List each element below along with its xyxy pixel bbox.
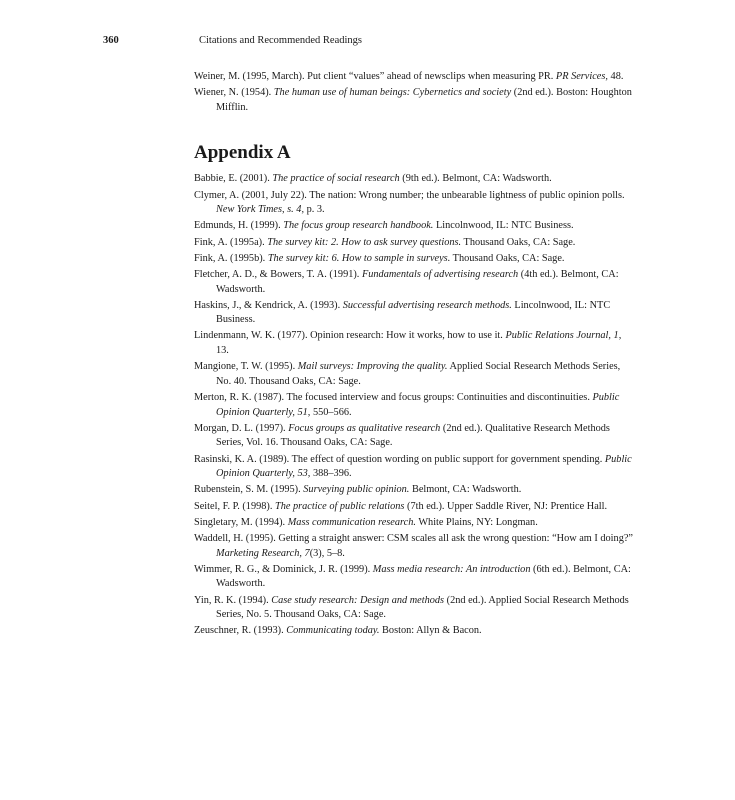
reference-after-text: (9th ed.). Belmont, CA: Wadsworth.: [399, 173, 552, 185]
reference-after-text: (3), 5–8.: [309, 547, 345, 559]
reference-italic-text: Mass communication research.: [287, 516, 416, 528]
reference-after-text: (6th ed.). Belmont, CA: Wadsworth.: [216, 563, 631, 590]
reference-before-text: Merton, R. K. (1987). The focused interview and focus groups: Continuities and discontinuities.: [194, 392, 593, 404]
reference-entry: [194, 236, 634, 251]
reference-entry: [194, 86, 634, 115]
reference-after-text: p. 3.: [304, 204, 325, 216]
reference-italic-text: Surveying public opinion.: [303, 484, 410, 496]
reference-after-text: (2nd ed.). Qualitative Research Methods Series, Vol. 16. Thousand Oaks, CA: Sage.: [216, 422, 610, 449]
reference-italic-text: The survey kit: 2. How to ask survey questions.: [267, 236, 462, 248]
reference-entry: [194, 329, 634, 358]
reference-entry: [194, 624, 634, 639]
reference-before-text: Seitel, F. P. (1998).: [194, 500, 275, 512]
reference-before-text: Waddell, H. (1995). Getting a straight answer: CSM scales all ask the wrong question: “How am I doing?”: [194, 532, 633, 544]
reference-after-text: Applied Social Research Methods Series, No. 40. Thousand Oaks, CA: Sage.: [216, 361, 621, 387]
reference-before-text: Fink, A. (1995a).: [194, 236, 268, 248]
reference-before-text: Weiner, M. (1995, March). Put client “values” ahead of newsclips when measuring PR.: [194, 71, 556, 82]
reference-entry: [194, 268, 634, 297]
appendix-title: Appendix A: [194, 142, 291, 164]
reference-before-text: Wiener, N. (1954).: [194, 87, 274, 99]
reference-after-text: Boston: Allyn & Bacon.: [379, 625, 482, 637]
reference-entry: [194, 299, 634, 328]
reference-before-text: Mangione, T. W. (1995).: [194, 361, 298, 373]
reference-after-text: (7th ed.). Upper Saddle River, NJ: Prentice Hall.: [404, 500, 608, 512]
reference-italic-text: The focus group research handbook.: [283, 220, 434, 232]
reference-italic-text: Focus groups as qualitative research: [288, 422, 441, 434]
reference-italic-text: The practice of social research: [272, 173, 400, 185]
reference-entry: [194, 563, 634, 592]
reference-italic-text: The practice of public relations: [274, 500, 405, 512]
reference-entry: [194, 70, 634, 85]
reference-italic-text: Communicating today.: [286, 625, 380, 637]
reference-italic-text: The survey kit: 6. How to sample in surveys.: [267, 252, 451, 264]
reference-after-text: 48.: [607, 71, 624, 82]
appendix-reference-list: [194, 172, 634, 639]
reference-italic-text: Mass media research: An introduction: [372, 563, 531, 575]
reference-before-text: Fletcher, A. D., & Bowers, T. A. (1991).: [194, 268, 362, 280]
reference-after-text: (2nd ed.). Boston: Houghton Mifflin.: [216, 87, 632, 113]
reference-italic-text: Public Relations Journal, 1,: [505, 330, 622, 342]
top-reference-list: [194, 70, 634, 115]
running-head: Citations and Recommended Readings: [199, 35, 363, 46]
reference-after-text: (4th ed.). Belmont, CA: Wadsworth.: [216, 268, 619, 295]
reference-entry: [194, 252, 634, 267]
reference-after-text: White Plains, NY: Longman.: [415, 516, 538, 528]
reference-italic-text: PR Services,: [555, 71, 608, 82]
reference-before-text: Haskins, J., & Kendrick, A. (1993).: [194, 299, 343, 311]
reference-entry: [194, 532, 634, 561]
reference-after-text: Lincolnwood, IL: NTC Business.: [433, 220, 574, 232]
reference-entry: [194, 391, 634, 420]
reference-italic-text: Marketing Research, 7: [216, 547, 310, 559]
page-content: [194, 70, 634, 640]
reference-entry: [194, 483, 634, 498]
reference-after-text: 13.: [216, 345, 229, 357]
reference-before-text: Morgan, D. L. (1997).: [194, 422, 289, 434]
reference-after-text: 388–396.: [310, 468, 352, 480]
reference-italic-text: Public Opinion Quarterly, 53,: [216, 453, 632, 480]
reference-before-text: Clymer, A. (2001, July 22). The nation: Wrong number; the unbearable lightness of public opinion polls.: [194, 189, 625, 201]
reference-entry: [194, 594, 634, 623]
reference-before-text: Fink, A. (1995b).: [194, 252, 268, 264]
reference-entry: [194, 516, 634, 531]
reference-entry: [194, 422, 634, 451]
reference-before-text: Zeuschner, R. (1993).: [194, 625, 287, 637]
reference-italic-text: Successful advertising research methods.: [342, 299, 512, 311]
reference-italic-text: Case study research: Design and methods: [271, 594, 445, 606]
reference-before-text: Wimmer, R. G., & Dominick, J. R. (1999).: [194, 563, 373, 575]
reference-before-text: Singletary, M. (1994).: [194, 516, 288, 528]
reference-entry: [194, 360, 634, 389]
page-number: 360: [103, 35, 119, 46]
reference-after-text: Thousand Oaks, CA: Sage.: [461, 236, 576, 248]
reference-before-text: Lindenmann, W. K. (1977). Opinion research: How it works, how to use it.: [194, 330, 506, 342]
reference-after-text: Thousand Oaks, CA: Sage.: [450, 252, 565, 264]
reference-italic-text: Mail surveys: Improving the quality.: [297, 361, 448, 373]
reference-entry: [194, 453, 634, 482]
reference-after-text: Lincolnwood, IL: NTC Business.: [216, 299, 611, 326]
reference-before-text: Rasinski, K. A. (1989). The effect of question wording on public support for government spending.: [194, 453, 605, 465]
reference-after-text: (2nd ed.). Applied Social Research Methods Series, No. 5. Thousand Oaks, CA: Sage.: [216, 594, 629, 621]
reference-entry: [194, 219, 634, 234]
reference-after-text: 550–566.: [310, 406, 352, 418]
reference-before-text: Babbie, E. (2001).: [194, 173, 273, 185]
reference-italic-text: The human use of human beings: Cybernetics and society: [273, 87, 512, 99]
reference-italic-text: Public Opinion Quarterly, 51,: [216, 392, 620, 418]
reference-after-text: Belmont, CA: Wadsworth.: [409, 484, 522, 496]
reference-italic-text: Fundamentals of advertising research: [361, 268, 519, 280]
reference-before-text: Edmunds, H. (1999).: [194, 220, 284, 232]
reference-entry: [194, 500, 634, 515]
reference-entry: [194, 189, 634, 218]
reference-before-text: Rubenstein, S. M. (1995).: [194, 484, 304, 496]
reference-entry: [194, 172, 634, 187]
reference-italic-text: New York Times, s. 4,: [216, 204, 305, 216]
reference-before-text: Yin, R. K. (1994).: [194, 594, 272, 606]
